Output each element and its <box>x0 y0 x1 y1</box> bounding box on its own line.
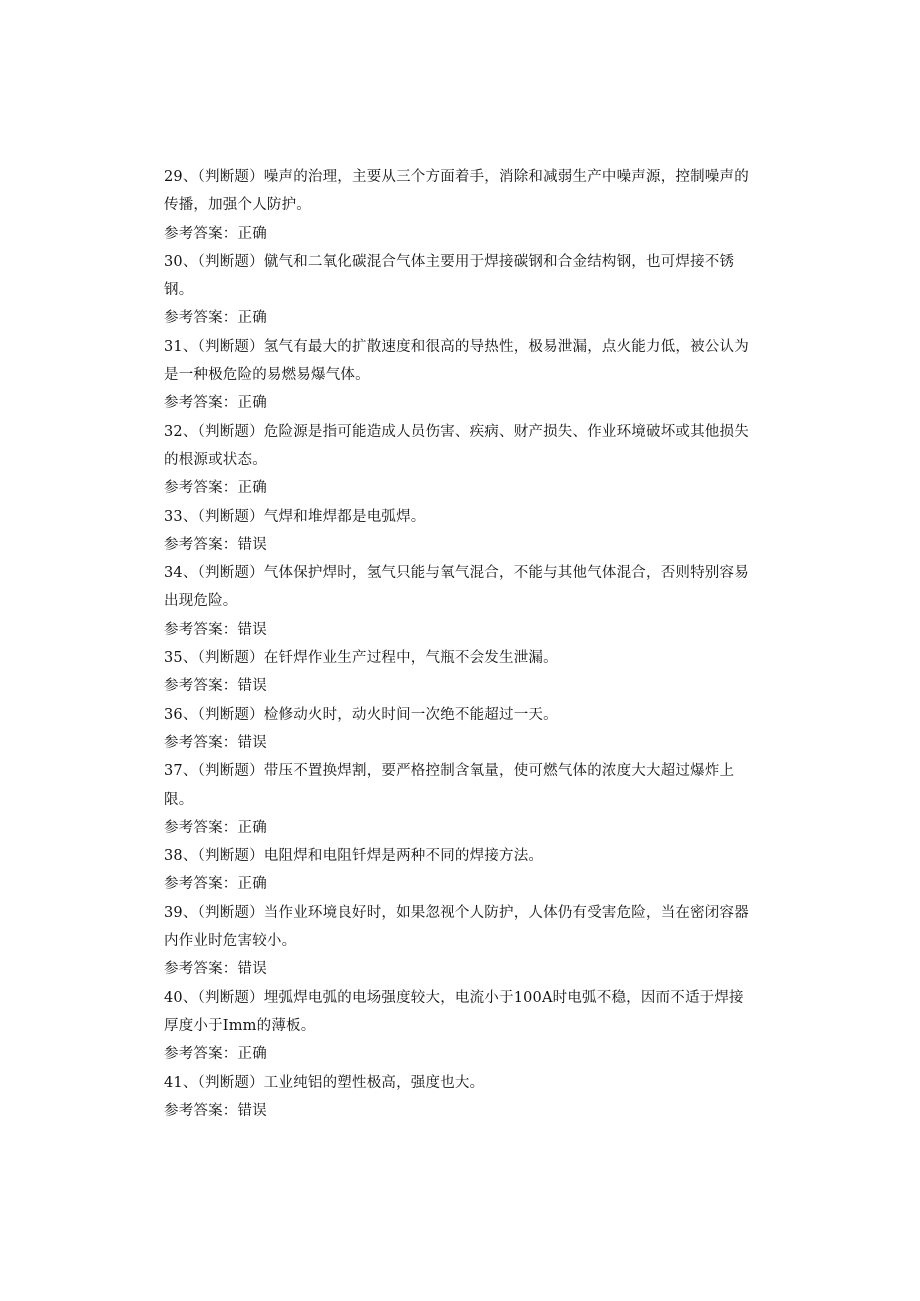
answer-label: 参考答案： <box>164 395 238 412</box>
question-item-35 <box>164 644 754 701</box>
answer-label: 参考答案： <box>164 1046 238 1063</box>
question-item-36 <box>164 701 754 758</box>
answer-label: 参考答案： <box>164 225 238 242</box>
question-text: 35、（判断题）在钎焊作业生产过程中，气瓶不会发生泄漏。 <box>164 650 558 667</box>
answer-label: 参考答案： <box>164 1102 238 1119</box>
answer-label: 参考答案： <box>164 961 238 978</box>
question-text: 37、（判断题）带压不置换焊割，要严格控制含氧量，使可燃气体的浓度大大超过爆炸上限。 <box>164 763 735 808</box>
answer-value: 错误 <box>237 621 267 638</box>
answer-label: 参考答案： <box>164 819 238 836</box>
answer-line <box>164 220 754 248</box>
question-text: 31、（判断题）氢气有最大的扩散速度和很高的导热性，极易泄漏，点火能力低，被公认为是一种极危险的易燃易爆气体。 <box>164 338 749 384</box>
question-text: 39、（判断题）当作业环境良好时，如果忽视个人防护，人体仍有受害危险，当在密闭容器内作业时危害较小。 <box>164 904 749 950</box>
answer-value: 错误 <box>237 1102 267 1119</box>
answer-line <box>164 1097 754 1125</box>
answer-label: 参考答案： <box>164 621 238 638</box>
answer-label: 参考答案： <box>164 310 238 327</box>
question-text: 33、（判断题）气焊和堆焊都是电弧焊。 <box>164 508 426 525</box>
answer-value: 正确 <box>237 225 267 242</box>
question-item-29 <box>164 163 754 248</box>
question-item-33 <box>164 503 754 560</box>
answer-value: 错误 <box>237 678 267 695</box>
question-item-31 <box>164 333 754 418</box>
question-text: 40、（判断题）埋弧焊电弧的电场强度较大，电流小于100A时电弧不稳，因而不适于焊接厚度小于Imm的薄板。 <box>164 989 744 1034</box>
question-list <box>164 163 754 1125</box>
question-item-41 <box>164 1069 754 1126</box>
question-text: 41、（判断题）工业纯铝的塑性极高，强度也大。 <box>164 1074 485 1091</box>
question-item-37 <box>164 757 754 842</box>
answer-label: 参考答案： <box>164 734 238 751</box>
answer-value: 错误 <box>237 536 267 553</box>
answer-line <box>164 814 754 842</box>
question-text: 29、（判断题）噪声的治理，主要从三个方面着手，消除和减弱生产中噪声源，控制噪声的传播，加强个人防护。 <box>164 169 749 214</box>
answer-value: 错误 <box>237 961 267 978</box>
answer-value: 错误 <box>237 734 267 751</box>
answer-value: 正确 <box>237 1046 267 1063</box>
answer-line <box>164 672 754 700</box>
answer-line <box>164 389 754 417</box>
answer-value: 正确 <box>237 395 267 412</box>
question-text: 38、（判断题）电阻焊和电阻钎焊是两种不同的焊接方法。 <box>164 848 544 865</box>
answer-value: 正确 <box>237 480 267 497</box>
answer-value: 正确 <box>237 876 267 893</box>
question-item-34 <box>164 559 754 644</box>
question-item-32 <box>164 418 754 503</box>
answer-label: 参考答案： <box>164 876 238 893</box>
answer-line <box>164 870 754 898</box>
question-item-30 <box>164 248 754 333</box>
question-text: 32、（判断题）危险源是指可能造成人员伤害、疾病、财产损失、作业环境破坏或其他损失的根源或状态。 <box>164 423 749 468</box>
answer-line <box>164 616 754 644</box>
answer-label: 参考答案： <box>164 678 238 695</box>
answer-line <box>164 955 754 983</box>
answer-label: 参考答案： <box>164 480 238 497</box>
answer-value: 正确 <box>237 310 267 327</box>
question-item-39 <box>164 899 754 984</box>
question-item-38 <box>164 842 754 899</box>
answer-line <box>164 1040 754 1068</box>
answer-line <box>164 474 754 502</box>
question-text: 36、（判断题）检修动火时，动火时间一次绝不能超过一天。 <box>164 706 558 723</box>
question-text: 30、（判断题）僦气和二氧化碳混合气体主要用于焊接碳钢和合金结构钢，也可焊接不锈钢。 <box>164 253 735 299</box>
answer-label: 参考答案： <box>164 536 238 553</box>
question-item-40 <box>164 984 754 1069</box>
answer-line <box>164 531 754 559</box>
answer-value: 正确 <box>237 819 267 836</box>
question-text: 34、（判断题）气体保护焊时，氢气只能与氧气混合，不能与其他气体混合，否则特别容易出现危险。 <box>164 565 749 610</box>
answer-line <box>164 304 754 332</box>
answer-line <box>164 729 754 757</box>
